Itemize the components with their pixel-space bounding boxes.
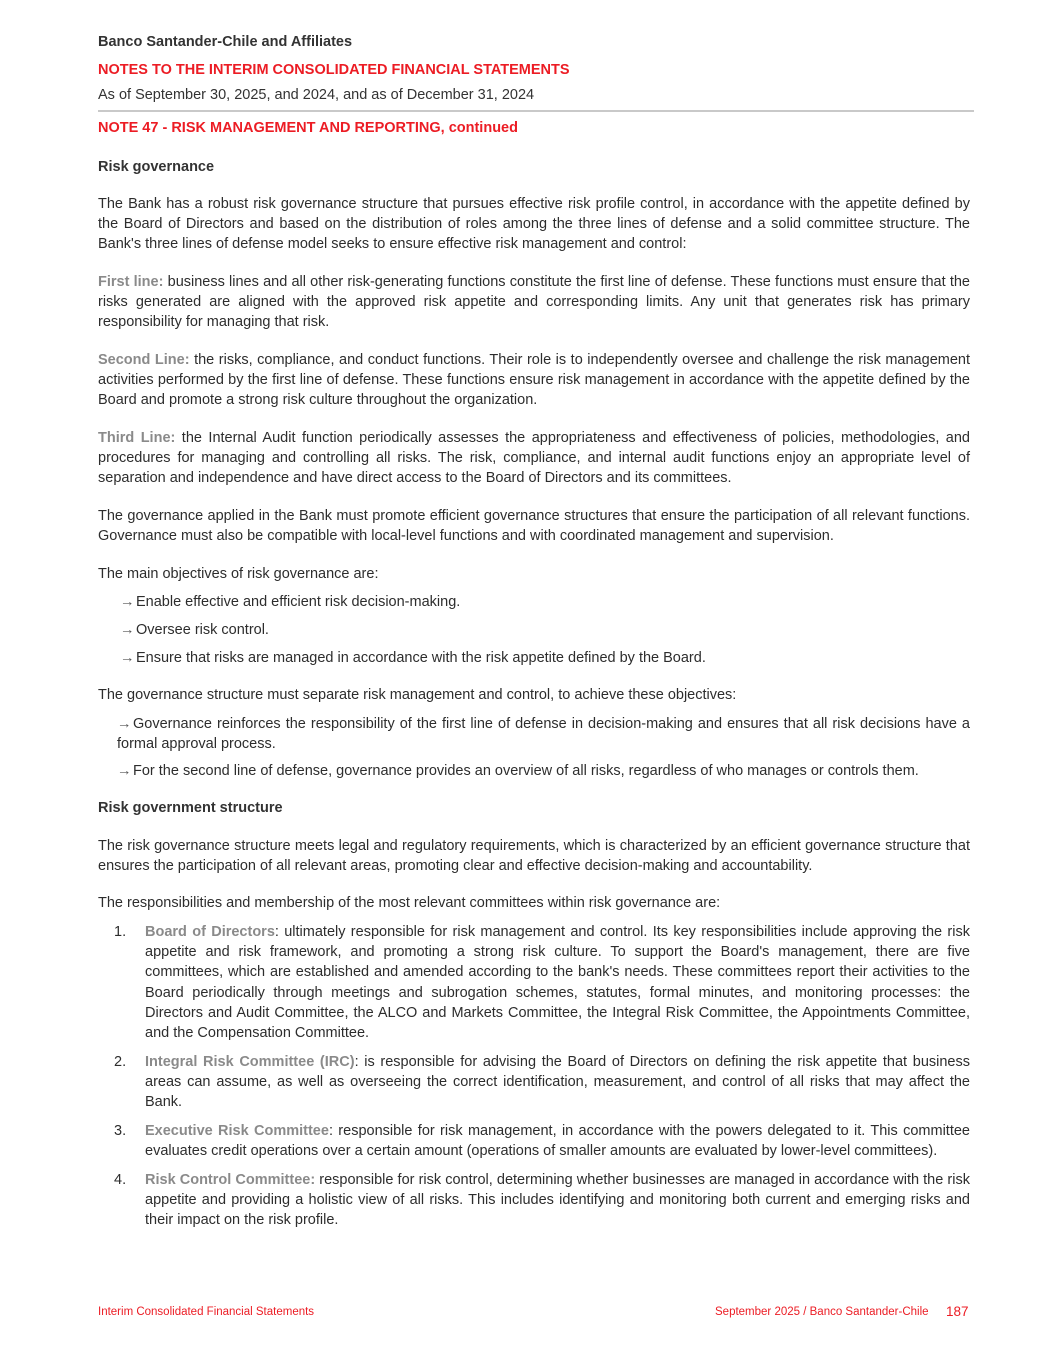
- third-line-label: Third Line:: [98, 430, 182, 446]
- committee-label: Executive Risk Committee: [145, 1123, 329, 1139]
- paragraph-structure: The risk governance structure meets legal and regulatory requirements, which is characterized by an efficient governance structure that ensures the participation of all relevant areas, promoting clear and effective decision-making and accountability.: [98, 838, 970, 875]
- paragraph-objectives-intro: The main objectives of risk governance are:: [98, 566, 379, 582]
- section-heading-risk-government-structure: Risk government structure: [98, 800, 283, 816]
- notes-title: NOTES TO THE INTERIM CONSOLIDATED FINANCIAL STATEMENTS: [98, 62, 570, 78]
- first-line-label: First line:: [98, 274, 168, 290]
- arrow-right-icon: →: [120, 594, 135, 610]
- paragraph-governance: The governance applied in the Bank must promote efficient governance structures that ensure the participation of all relevant functions. Governance must also be compatible with local-level functions and with coordinated management and supervision.: [98, 508, 970, 545]
- arrow-right-icon: →: [117, 763, 132, 779]
- paragraph-third-line: Third Line: the Internal Audit function periodically assesses the appropriateness and effectiveness of policies, methodologies, and procedures for managing and controlling all risks. The risk, compliance, and internal audit functions enjoy an appropriate level of separation and independence and have direct access to the Board of Directors and its committees.: [98, 430, 970, 487]
- list-item: → Oversee risk control.: [120, 620, 970, 640]
- committee-label: Board of Directors: [145, 924, 275, 940]
- list-item: → For the second line of defense, governance provides an overview of all risks, regardless of who manages or controls them.: [117, 761, 970, 781]
- second-line-label: Second Line:: [98, 352, 195, 368]
- header-divider: [98, 110, 974, 112]
- report-dates: As of September 30, 2025, and 2024, and as of December 31, 2024: [98, 87, 535, 103]
- section-heading-risk-governance: Risk governance: [98, 159, 215, 175]
- list-item: → Governance reinforces the responsibility of the first line of defense in decision-making and ensures that all risk decisions have a formal approval process.: [117, 716, 970, 753]
- paragraph-intro: The Bank has a robust risk governance structure that pursues effective risk profile control, in accordance with the appetite defined by the Board of Directors and based on the distribution of roles among the three lines of defense and a solid committee structure. The Bank's three lines of defense model seeks to ensure effective risk management and control:: [98, 196, 970, 253]
- arrow-right-icon: →: [120, 622, 135, 638]
- arrow-right-icon: →: [120, 650, 135, 666]
- list-item: → Enable effective and efficient risk decision-making.: [120, 592, 970, 612]
- paragraph-structure-intro: The governance structure must separate risk management and control, to achieve these objectives:: [98, 687, 737, 703]
- paragraph-committees-intro: The responsibilities and membership of the most relevant committees within risk governance are:: [98, 895, 721, 911]
- list-item: → Ensure that risks are managed in accordance with the risk appetite defined by the Board.: [120, 648, 970, 668]
- footer-date-bank: September 2025 / Banco Santander-Chile: [715, 1306, 929, 1318]
- committee-label: Integral Risk Committee (IRC): [145, 1054, 355, 1070]
- company-name: Banco Santander-Chile and Affiliates: [98, 34, 353, 50]
- arrow-right-icon: →: [117, 716, 132, 732]
- footer-document-title: Interim Consolidated Financial Statements: [98, 1306, 315, 1318]
- note-title: NOTE 47 - RISK MANAGEMENT AND REPORTING, continued: [98, 120, 518, 136]
- paragraph-first-line: First line: business lines and all other risk-generating functions constitute the first line of defense. These functions must ensure that the risks generated are aligned with the approved risk appetite and corresponding limits. Any unit that generates risk has primary responsibility for managing that risk.: [98, 274, 970, 331]
- page-number: 187: [946, 1304, 969, 1319]
- committee-label: Risk Control Committee:: [145, 1172, 316, 1188]
- paragraph-second-line: Second Line: the risks, compliance, and conduct functions. Their role is to independently oversee and challenge the risk management activities performed by the first line of defense. These functions ensure risk management in accordance with the appetite defined by the Board and promote a strong risk culture throughout the organization.: [98, 352, 970, 409]
